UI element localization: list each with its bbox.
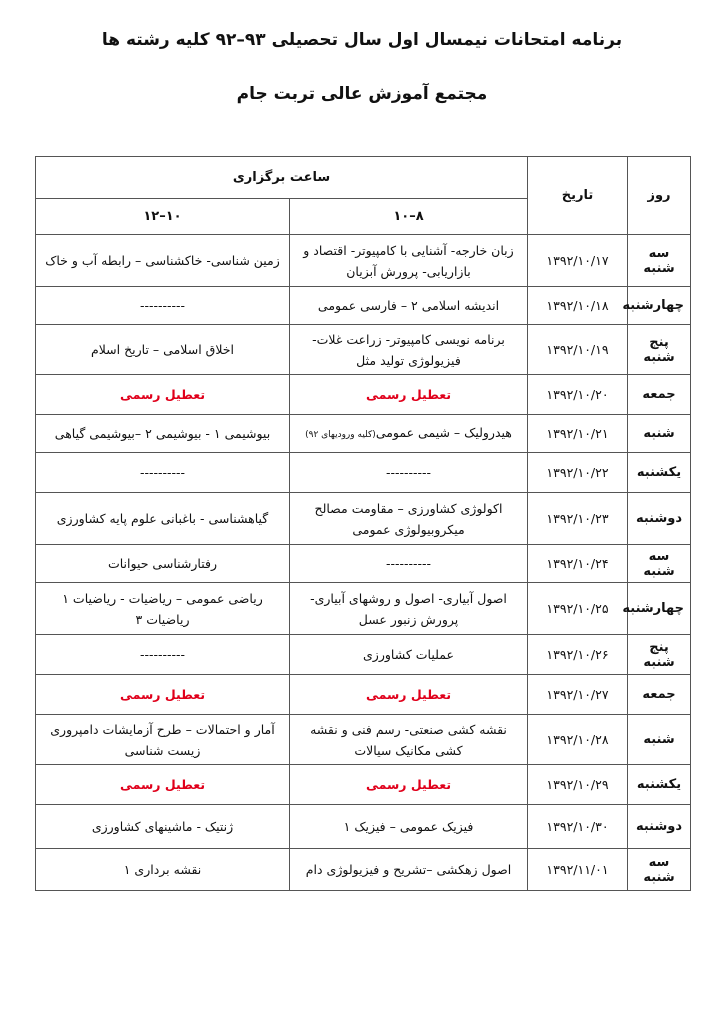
course-note: (کلیه ورودیهای ۹۲) (305, 429, 376, 440)
row-slot-10-12: گیاهشناسی - باغبانی علوم پایه کشاورزی (36, 493, 290, 545)
row-date: ۱۳۹۲/۱۰/۲۰ (528, 375, 628, 415)
course-list: تعطیل رسمی (365, 387, 452, 402)
exam-schedule-table (35, 156, 691, 891)
table-row (36, 453, 691, 493)
row-day: یکشنبه (628, 453, 691, 493)
course-list: فیزیک عمومی – فیزیک ۱ (343, 819, 474, 834)
row-date: ۱۳۹۲/۱۰/۲۲ (528, 453, 628, 493)
row-date: ۱۳۹۲/۱۰/۱۹ (528, 325, 628, 375)
row-day: جمعه (628, 675, 691, 715)
course-list: تعطیل رسمی (365, 687, 452, 702)
schedule-body (36, 235, 691, 891)
row-slot-10-12: زمین شناسی- خاکشناسی – رابطه آب و خاک (36, 235, 290, 287)
row-date: ۱۳۹۲/۱۰/۱۷ (528, 235, 628, 287)
row-day: شنبه (628, 715, 691, 765)
row-date: ۱۳۹۲/۱۰/۲۳ (528, 493, 628, 545)
row-day: دوشنبه (628, 805, 691, 849)
row-day: چهارشنبه (628, 583, 691, 635)
table-row (36, 715, 691, 765)
table-row (36, 635, 691, 675)
row-date: ۱۳۹۲/۱۱/۰۱ (528, 849, 628, 891)
row-slot-10-12: رفتارشناسی حیوانات (36, 545, 290, 583)
row-day: سه شنبه (628, 235, 691, 287)
header-hours: ساعت برگزاری (36, 157, 528, 199)
table-row (36, 287, 691, 325)
row-slot-10-12: ژنتیک - ماشینهای کشاورزی (36, 805, 290, 849)
row-slot-10-12: ---------- (36, 287, 290, 325)
course-list: زبان خارجه- آشنایی با کامپیوتر- اقتصاد و بازاریابی- پرورش آبزیان (303, 242, 514, 279)
row-slot-10-12: بیوشیمی ۱ - بیوشیمی ۲ –بیوشیمی گیاهی (36, 415, 290, 453)
row-slot-10-12: ریاضی عمومی – ریاضیات - ریاضیات ۱ ریاضیات ۳ (36, 583, 290, 635)
row-slot-8-10 (290, 635, 528, 675)
row-day: دوشنبه (628, 493, 691, 545)
header-day: روز (628, 157, 691, 235)
row-date: ۱۳۹۲/۱۰/۲۱ (528, 415, 628, 453)
row-day: پنج شنبه (628, 635, 691, 675)
course-list: اکولوژی کشاورزی – مقاومت مصالح میکروبیولوژی عمومی (314, 500, 503, 537)
row-slot-8-10 (290, 235, 528, 287)
row-slot-8-10 (290, 415, 528, 453)
table-row (36, 375, 691, 415)
row-day: جمعه (628, 375, 691, 415)
header-date: تاریخ (528, 157, 628, 235)
row-day: یکشنبه (628, 765, 691, 805)
row-slot-10-12: تعطیل رسمی (36, 375, 290, 415)
row-slot-10-12: آمار و احتمالات – طرح آزمایشات دامپروری زیست شناسی (36, 715, 290, 765)
table-row (36, 235, 691, 287)
page-title: برنامه امتحانات نیمسال اول سال تحصیلی ۹۳–۹۲ کلیه رشته ها (101, 30, 623, 50)
row-slot-8-10 (290, 545, 528, 583)
row-slot-8-10 (290, 765, 528, 805)
course-list: هیدرولیک – شیمی عمومی (375, 424, 512, 440)
row-slot-10-12: تعطیل رسمی (36, 675, 290, 715)
course-list: اندیشه اسلامی ۲ – فارسی عمومی (317, 298, 500, 313)
table-row (36, 545, 691, 583)
row-day: شنبه (628, 415, 691, 453)
row-slot-8-10 (290, 849, 528, 891)
row-slot-8-10 (290, 675, 528, 715)
row-date: ۱۳۹۲/۱۰/۲۹ (528, 765, 628, 805)
row-date: ۱۳۹۲/۱۰/۱۸ (528, 287, 628, 325)
row-slot-10-12: تعطیل رسمی (36, 765, 290, 805)
row-slot-10-12: اخلاق اسلامی – تاریخ اسلام (36, 325, 290, 375)
header-slot-8-10: ۸–۱۰ (290, 199, 528, 235)
course-list: تعطیل رسمی (365, 777, 452, 792)
row-date: ۱۳۹۲/۱۰/۲۵ (528, 583, 628, 635)
row-date: ۱۳۹۲/۱۰/۲۸ (528, 715, 628, 765)
row-slot-10-12: ---------- (36, 453, 290, 493)
table-row (36, 415, 691, 453)
row-day: سه شنبه (628, 849, 691, 891)
row-slot-8-10 (290, 287, 528, 325)
course-list: برنامه نویسی کامپیوتر- زراعت غلات- فیزیولوژی تولید مثل (312, 331, 505, 368)
row-slot-8-10 (290, 493, 528, 545)
course-list: اصول آبیاری- اصول و روشهای آبیاری- پرورش زنبور عسل (310, 590, 507, 627)
row-date: ۱۳۹۲/۱۰/۲۴ (528, 545, 628, 583)
course-list: اصول زهکشی –تشریح و فیزیولوژی دام (305, 862, 512, 877)
table-row (36, 583, 691, 635)
course-list: عملیات کشاورزی (363, 647, 454, 662)
row-slot-8-10 (290, 805, 528, 849)
table-row (36, 849, 691, 891)
row-slot-8-10 (290, 583, 528, 635)
row-slot-8-10 (290, 453, 528, 493)
row-slot-8-10 (290, 375, 528, 415)
row-day: چهارشنبه (628, 287, 691, 325)
table-row (36, 805, 691, 849)
row-date: ۱۳۹۲/۱۰/۲۶ (528, 635, 628, 675)
table-row (36, 325, 691, 375)
row-day: سه شنبه (628, 545, 691, 583)
row-slot-8-10 (290, 715, 528, 765)
page-subtitle: مجتمع آموزش عالی تربت جام (236, 84, 488, 104)
course-list: ---------- (385, 556, 432, 571)
course-list: نقشه کشی صنعتی- رسم فنی و نقشه کشی مکانیک سیالات (310, 721, 507, 758)
header-slot-10-12: ۱۰–۱۲ (36, 199, 290, 235)
row-slot-10-12: نقشه برداری ۱ (36, 849, 290, 891)
table-row (36, 493, 691, 545)
table-row (36, 765, 691, 805)
row-date: ۱۳۹۲/۱۰/۲۷ (528, 675, 628, 715)
row-slot-8-10 (290, 325, 528, 375)
row-day: پنج شنبه (628, 325, 691, 375)
table-row (36, 675, 691, 715)
row-slot-10-12: ---------- (36, 635, 290, 675)
course-list: ---------- (385, 465, 432, 480)
row-date: ۱۳۹۲/۱۰/۳۰ (528, 805, 628, 849)
